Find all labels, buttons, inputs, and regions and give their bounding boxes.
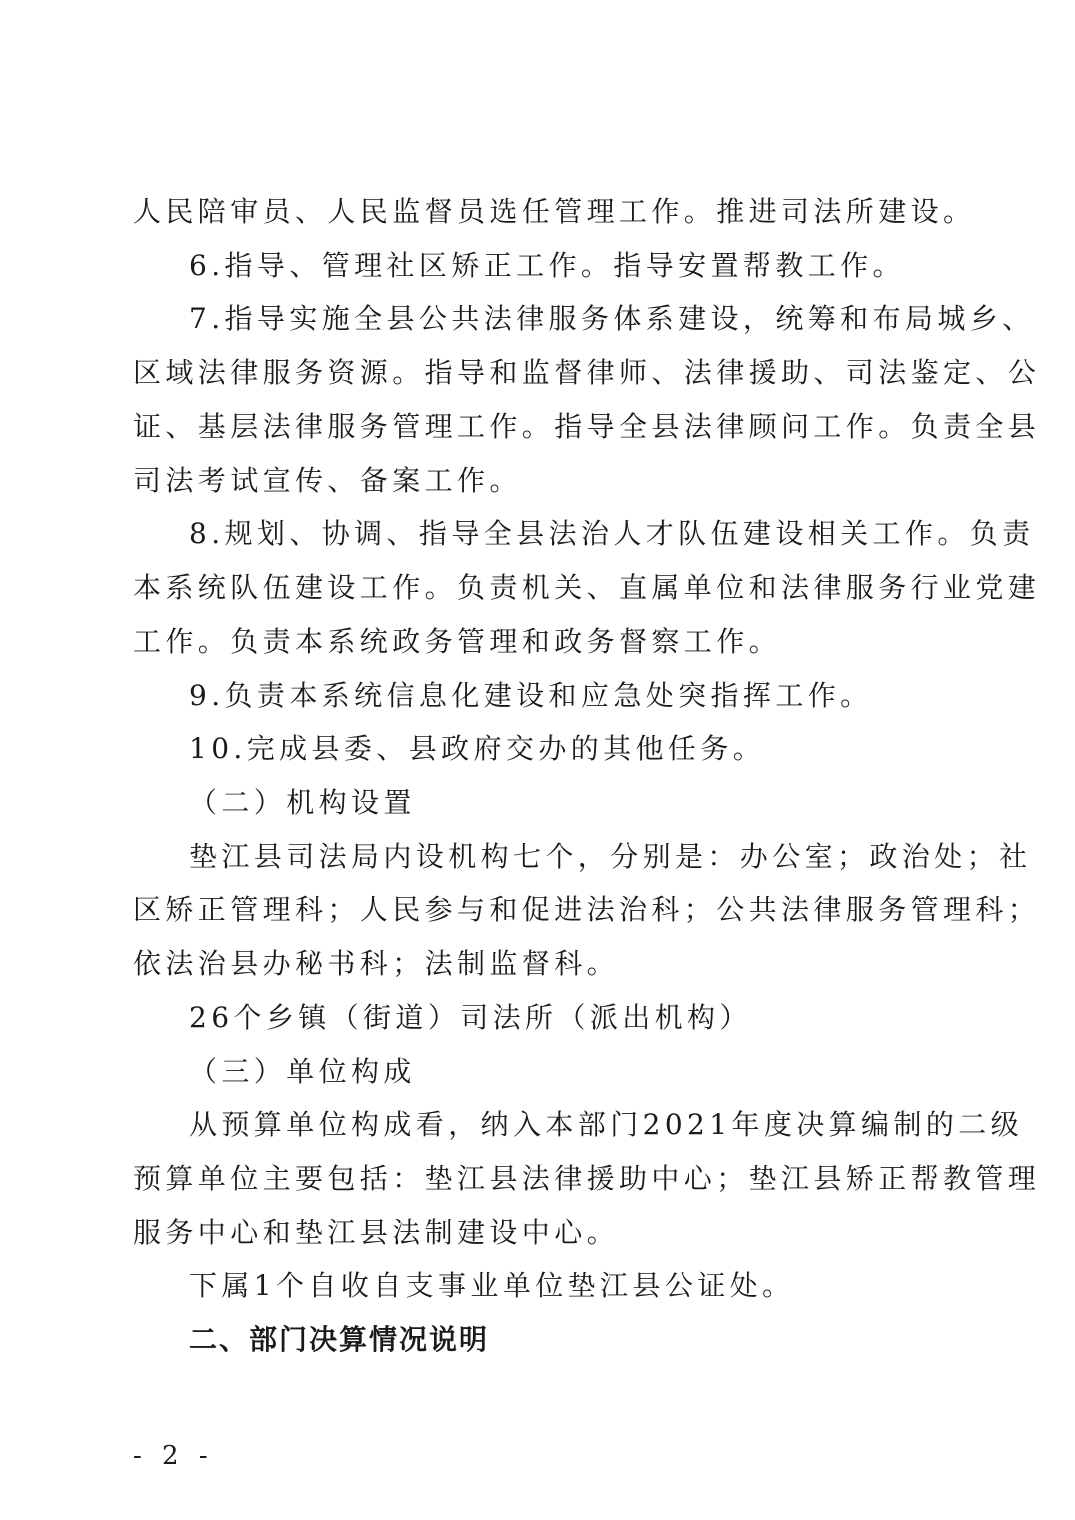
paragraph-line: 人民陪审员、人民监督员选任管理工作。推进司法所建设。 — [133, 195, 976, 228]
paragraph-line: 区矫正管理科；人民参与和促进法治科；公共法律服务管理科； — [133, 893, 1041, 926]
paragraph-line: 区域法律服务资源。指导和监督律师、法律援助、司法鉴定、公 — [133, 356, 1041, 389]
paragraph-line: 服务中心和垫江县法制建设中心。 — [133, 1216, 620, 1249]
list-item-7: 7.指导实施全县公共法律服务体系建设，统筹和布局城乡、 — [189, 302, 1035, 335]
list-item-8: 8.规划、协调、指导全县法治人才队伍建设相关工作。负责 — [189, 517, 1035, 550]
paragraph-line: 26个乡镇（街道）司法所（派出机构） — [189, 1001, 752, 1034]
paragraph-line: 工作。负责本系统政务管理和政务督察工作。 — [133, 625, 782, 658]
section-heading-institution-setup: （二）机构设置 — [189, 786, 416, 819]
list-item-10: 10.完成县委、县政府交办的其他任务。 — [189, 732, 766, 765]
paragraph-line: 垫江县司法局内设机构七个，分别是：办公室；政治处；社 — [189, 840, 1032, 873]
list-item-9: 9.负责本系统信息化建设和应急处突指挥工作。 — [189, 679, 873, 712]
paragraph-line: 本系统队伍建设工作。负责机关、直属单位和法律服务行业党建 — [133, 571, 1041, 604]
paragraph-line: 预算单位主要包括：垫江县法律援助中心；垫江县矫正帮教管理 — [133, 1162, 1041, 1195]
page-number: - 2 - — [133, 1441, 214, 1471]
section-heading-unit-composition: （三）单位构成 — [189, 1055, 416, 1088]
paragraph-line: 司法考试宣传、备案工作。 — [133, 464, 522, 497]
section-heading-final-accounts: 二、部门决算情况说明 — [189, 1323, 490, 1356]
paragraph-line: 下属1个自收自支事业单位垫江县公证处。 — [189, 1269, 795, 1302]
paragraph-line: 证、基层法律服务管理工作。指导全县法律顾问工作。负责全县 — [133, 410, 1041, 443]
list-item-6: 6.指导、管理社区矫正工作。指导安置帮教工作。 — [189, 249, 905, 282]
paragraph-line: 依法治县办秘书科；法制监督科。 — [133, 947, 620, 980]
paragraph-line: 从预算单位构成看，纳入本部门2021年度决算编制的二级 — [189, 1108, 1024, 1141]
